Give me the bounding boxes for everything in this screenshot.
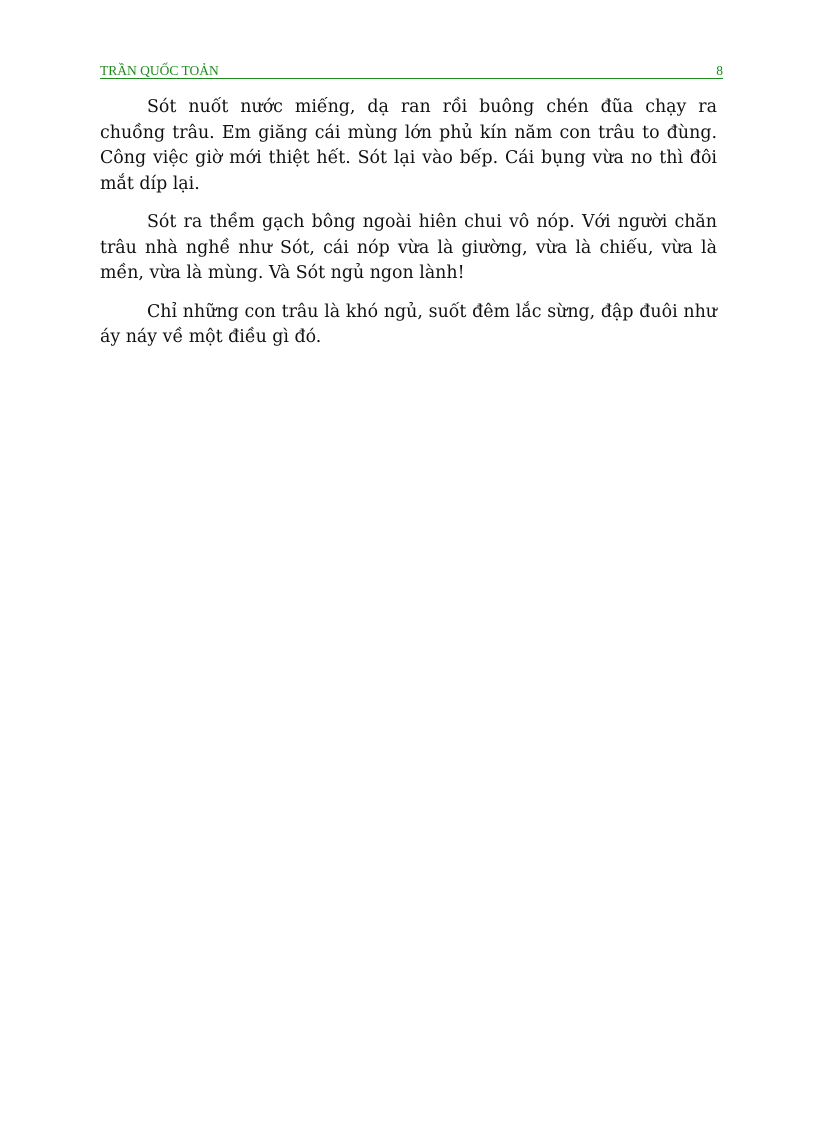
running-header bbox=[100, 62, 723, 79]
paragraph: Sót nuốt nước miếng, dạ ran rồi buông chén đũa chạy ra chuồng trâu. Em giăng cái mùng lớn phủ kín năm con trâu to đùng. Công việc giờ mới thiệt hết. Sót lại vào bếp. Cái bụng vừa no thì đôi mắt díp lại. bbox=[100, 97, 717, 194]
header-author: TRẦN QUỐC TOẢN bbox=[100, 63, 219, 78]
paragraph: Chỉ những con trâu là khó ngủ, suốt đêm lắc sừng, đập đuôi như áy náy về một điều gì đó. bbox=[100, 301, 717, 347]
paragraph: Sót ra thềm gạch bông ngoài hiên chui vô nóp. Với người chăn trâu nhà nghề như Sót, cái nóp vừa là giường, vừa là chiếu, vừa là mền, vừa là mùng. Và Sót ngủ ngon lành! bbox=[100, 212, 717, 283]
header-page-number: 8 bbox=[716, 63, 723, 78]
document-body bbox=[100, 95, 717, 364]
